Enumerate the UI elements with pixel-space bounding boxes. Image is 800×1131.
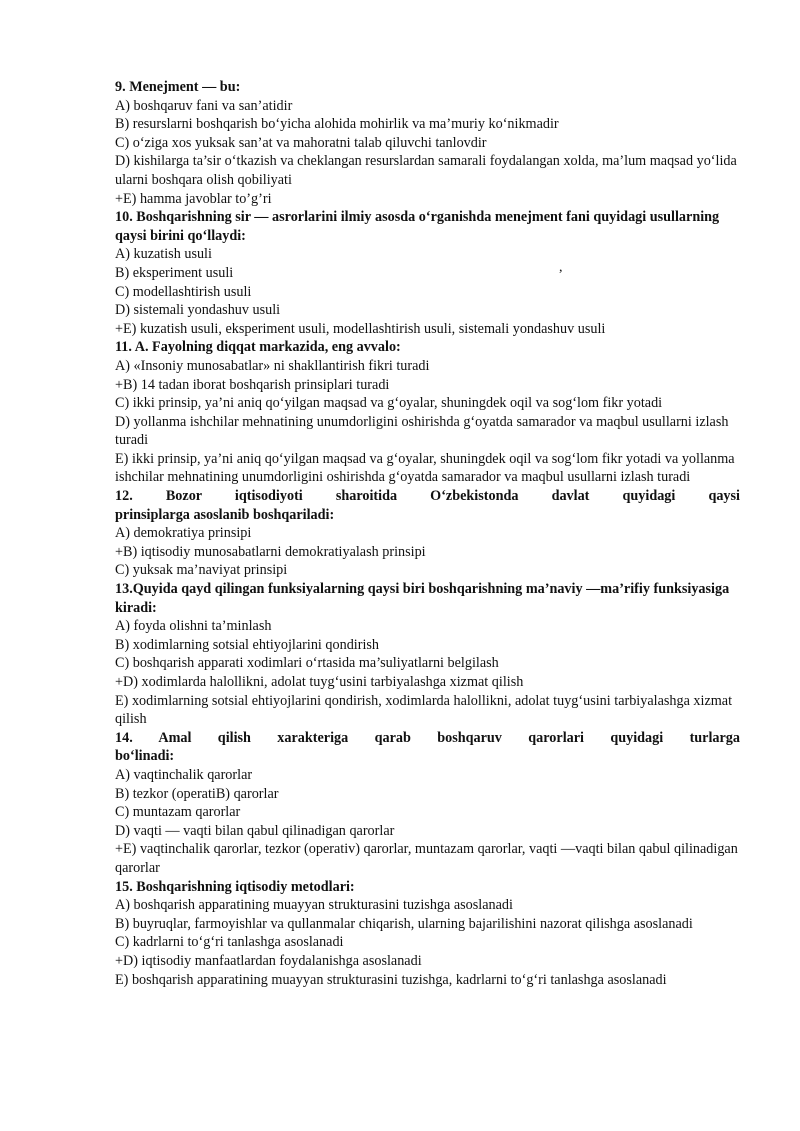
option-e: E) xodimlarning sotsial ehtiyojlarini qondirish, xodimlarda halollikni, adolat tuyg‘usini tarbiyalashga xizmat qilish <box>115 692 733 728</box>
option-b: B) buyruqlar, farmoyishlar va qullanmalar chiqarish, ularning bajarilishini nazorat qilishga asoslanadi <box>115 915 693 932</box>
stray-comma-mark: , <box>559 260 563 275</box>
option-d: D) yollanma ishchilar mehnatining unumdorligini oshirishda g‘oyatda samarador va maqbul usullarni izlash turadi <box>115 413 729 449</box>
option-e-correct: +E) kuzatish usuli, eksperiment usuli, modellashtirish usuli, sistemali yondashuv usuli <box>115 320 606 337</box>
question-title: 11. A. Fayolning diqqat markazida, eng avvalo: <box>115 339 401 356</box>
option-b: B) tezkor (operatiB) qarorlar <box>115 785 279 802</box>
option-b-correct: +B) 14 tadan iborat boshqarish prinsiplari turadi <box>115 376 390 393</box>
question-title-line1: 12. Bozor iqtisodiyoti sharoitida O‘zbekistonda davlat quyidagi qaysi <box>115 488 740 505</box>
option-a: A) foyda olishni ta’minlash <box>115 618 272 635</box>
question-title <box>115 487 740 506</box>
option-a: A) kuzatish usuli <box>115 246 212 263</box>
option-c: C) yuksak ma’naviyat prinsipi <box>115 562 288 579</box>
question-14 <box>115 729 740 878</box>
option-b: B) resurslarni boshqarish bo‘yicha alohida mohirlik va ma’muriy ko‘nikmadir <box>115 116 559 133</box>
question-13 <box>115 580 740 729</box>
option-a: A) boshqarish apparatining muayyan strukturasini tuzishga asoslanadi <box>115 897 513 914</box>
option-d: D) sistemali yondashuv usuli <box>115 302 281 319</box>
question-11 <box>115 338 740 487</box>
option-d-correct: +D) xodimlarda halollikni, adolat tuyg‘usini tarbiyalashga xizmat qilish <box>115 674 524 690</box>
option-c: C) o‘ziga xos yuksak san’at va mahoratni talab qiluvchi tanlovdir <box>115 134 487 151</box>
question-title: 10. Boshqarishning sir — asrorlarini ilmiy asosda o‘rganishda menejment fani quyidagi usullarning qaysi birini qo‘llaydi: <box>115 209 720 244</box>
question-title-line1: 14. Amal qilish xarakteriga qarab boshqaruv qarorlari quyidagi turlarga <box>115 729 740 746</box>
option-b-correct: +B) iqtisodiy munosabatlarni demokratiyalash prinsipi <box>115 543 426 560</box>
option-c: C) ikki prinsip, ya’ni aniq qo‘yilgan maqsad va g‘oyalar, shuningdek oqil va sog‘lom fikr yotadi <box>115 395 663 412</box>
question-title: 15. Boshqarishning iqtisodiy metodlari: <box>115 878 355 895</box>
test-document <box>115 78 740 989</box>
question-title: 13.Quyida qayd qilingan funksiyalarning qaysi biri boshqarishning ma’naviy —ma’rifiy funksiyasiga kiradi: <box>115 581 730 616</box>
question-9 <box>115 78 740 208</box>
option-b: B) eksperiment usuli <box>115 264 234 281</box>
question-10 <box>115 208 740 338</box>
option-a: A) vaqtinchalik qarorlar <box>115 766 253 783</box>
question-title: 9. Menejment — bu: <box>115 79 241 95</box>
option-a: A) boshqaruv fani va san’atidir <box>115 97 293 114</box>
option-e-correct: +E) hamma javoblar to’g’ri <box>115 190 272 207</box>
option-d: D) kishilarga ta’sir o‘tkazish va cheklangan resurslardan samarali foydalangan xolda, ma’lum maqsad yo‘lida ularni boshqara olish qobiliyati <box>115 153 737 188</box>
option-e: E) boshqarish apparatining muayyan strukturasini tuzishga, kadrlarni to‘g‘ri tanlashga asoslanadi <box>115 971 667 988</box>
question-title-line2: bo‘linadi: <box>115 748 175 765</box>
question-title-line2: prinsiplarga asoslanib boshqariladi: <box>115 506 335 523</box>
option-d-correct: +D) iqtisodiy manfaatlardan foydalanishga asoslanadi <box>115 952 422 969</box>
question-title <box>115 729 740 748</box>
option-c: C) modellashtirish usuli <box>115 283 252 300</box>
question-12 <box>115 487 740 580</box>
option-e-correct: +E) vaqtinchalik qarorlar, tezkor (operativ) qarorlar, muntazam qarorlar, vaqti —vaqti bilan qabul qilinadigan qarorlar <box>115 841 738 876</box>
option-d: D) vaqti — vaqti bilan qabul qilinadigan qarorlar <box>115 822 395 839</box>
option-c: C) boshqarish apparati xodimlari o‘rtasida ma’suliyatlarni belgilash <box>115 655 499 672</box>
question-15 <box>115 878 740 990</box>
option-a: A) «Insoniy munosabatlar» ni shakllantirish fikri turadi <box>115 357 430 374</box>
option-e: E) ikki prinsip, ya’ni aniq qo‘yilgan maqsad va g‘oyalar, shuningdek oqil va sog‘lom fikr yotadi va yollanma ishchilar mehnatining unumdorligini oshirishda g‘oyatda samarador va maqbul usullarni izlash turadi <box>115 450 735 486</box>
option-c: C) muntazam qarorlar <box>115 804 241 821</box>
option-c: C) kadrlarni to‘g‘ri tanlashga asoslanadi <box>115 934 344 951</box>
option-b: B) xodimlarning sotsial ehtiyojlarini qondirish <box>115 636 380 653</box>
option-a: A) demokratiya prinsipi <box>115 525 252 542</box>
